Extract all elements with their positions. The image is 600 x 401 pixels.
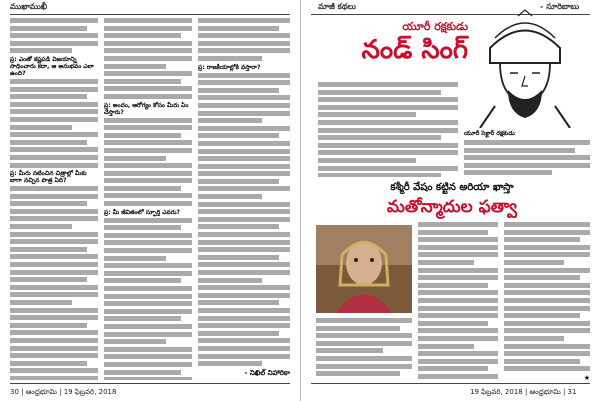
footer-rule [311,383,590,384]
byline: - నిఖిల్ నిహారికా [244,368,290,377]
header-rule [10,14,290,15]
author-credit: - సూరిబాబు [540,2,580,11]
subheading: కశ్మీరీ వేషం కట్టిన అరియా ఖాస్తా [390,182,514,193]
intro-column [318,82,458,177]
question: ప్ర: రాజకీయాల్లోకి వస్తారా? [198,63,261,71]
portrait-caption-column [464,130,590,180]
text-column-r1b [316,318,412,383]
text-column-3 [198,18,290,380]
title-block [318,20,468,64]
article-title: నండ్ సింగ్ [361,35,468,65]
soldier-portrait [460,8,590,128]
article-photo [316,225,412,313]
question: ప్ర: ఎంతో కష్టపడి విజయాన్ని సాధించారు కదా, ఆ అనుభవం ఎలా ఉంది? [10,55,94,77]
text-column-2 [104,18,192,380]
page-footer: 30 | ఆంధ్రభూమి | 19 ఫిబ్రవరి, 2018 [10,388,117,396]
text-column-r2 [418,222,498,384]
text-column-1 [10,18,98,380]
kicker: యూరీ రక్షకుడు [402,20,468,33]
question: ప్ర: మీ జీవితంలో స్ఫూర్తి ఎవరు? [104,208,180,216]
question: ప్ర: మీరు నటించిన చిత్రాల్లో మీకు బాగా నచ్చిన పాత్ర ఏది? [10,170,87,185]
end-mark: ★ [583,373,590,382]
footer-rule [10,383,290,384]
question: ప్ర: అందం, ఆరోగ్యం కోసం మీరు ఏం చేస్తారు? [104,101,189,116]
section-header: ముఖాముఖీ [10,2,48,11]
page-footer: 19 ఫిబ్రవరి, 2018 | ఆంధ్రభూమి | 31 [470,388,577,396]
section-header: మాజీ కథలు [318,2,356,11]
portrait-caption: యూరీ సెక్టార్ రక్షకుడు [464,130,515,137]
text-column-r3 [504,222,590,384]
subheading-large: మతోన్మాదుల ఫత్వా [386,197,518,217]
